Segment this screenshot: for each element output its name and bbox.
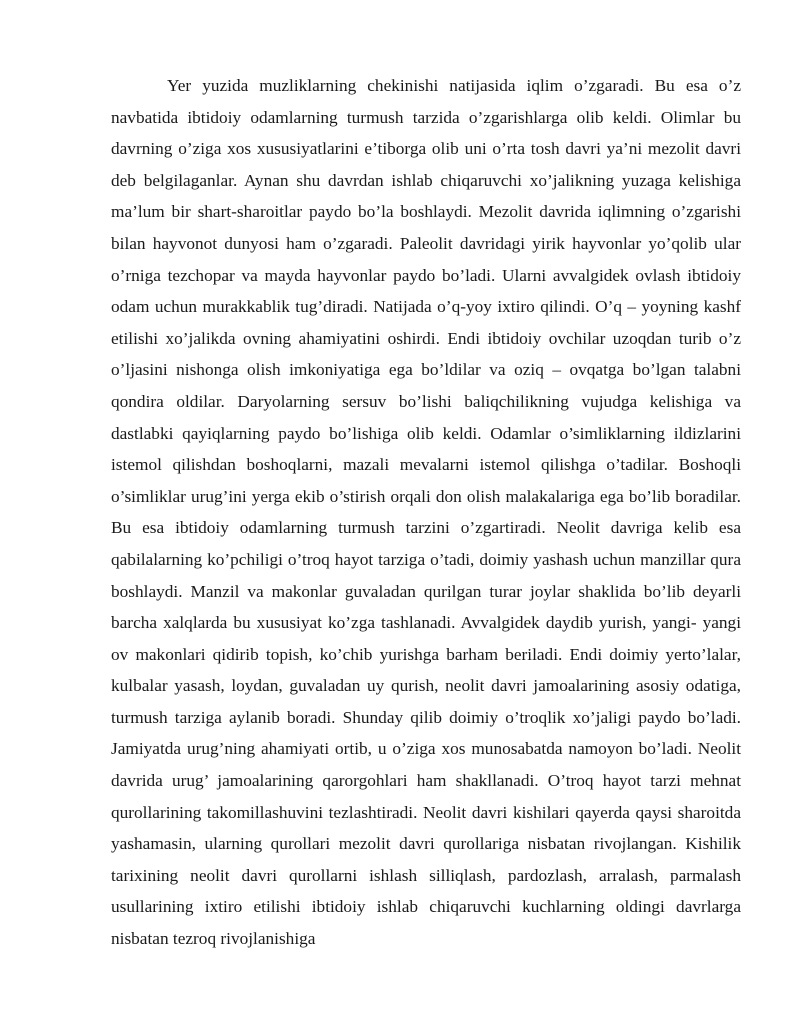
- body-paragraph: Yer yuzida muzliklarning chekinishi natijasida iqlim o’zgaradi. Bu esa o’z navbatida ibtidoiy odamlarning turmush tarzida o’zgarishlarga olib keldi. Olimlar bu davrning o’ziga xos xususiyatlarini e’tiborga olib uni o’rta tosh davri ya’ni mezolit davri deb belgilaganlar. Aynan shu davrdan ishlab chiqaruvchi xo’jalikning yuzaga kelishiga ma’lum bir shart-sharoitlar paydo bo’la boshlaydi. Mezolit davrida iqlimning o’zgarishi bilan hayvonot dunyosi ham o’zgaradi. Paleolit davridagi yirik hayvonlar yo’qolib ular o’rniga tezchopar va mayda hayvonlar paydo bo’ladi. Ularni avvalgidek ovlash ibtidoiy odam uchun murakkablik tug’diradi. Natijada o’q-yoy ixtiro qilindi. O’q – yoyning kashf etilishi xo’jalikda ovning ahamiyatini oshirdi. Endi ibtidoiy ovchilar uzoqdan turib o’z o’ljasini nishonga olish imkoniyatiga ega bo’ldilar va oziq – ovqatga bo’lgan talabni qondira oldilar. Daryolarning sersuv bo’lishi baliqchilikning vujudga kelishiga va dastlabki qayiqlarning paydo bo’lishiga olib keldi. Odamlar o’simliklarning ildizlarini istemol qilishdan boshoqlarni, mazali mevalarni istemol qilishga o’tadilar. Boshoqli o’simliklar urug’ini yerga ekib o’stirish orqali don olish malakalariga ega bo’lib boradilar. Bu esa ibtidoiy odamlarning turmush tarzini o’zgartiradi. Neolit davriga kelib esa qabilalarning ko’pchiligi o’troq hayot tarziga o’tadi, doimiy yashash uchun manzillar qura boshlaydi. Manzil va makonlar guvaladan qurilgan turar joylar shaklida bo’lib deyarli barcha xalqlarda bu xususiyat ko’zga tashlanadi. Avvalgidek daydib yurish, yangi- yangi ov makonlari qidirib topish, ko’chib yurishga barham beriladi. Endi doimiy yerto’lalar, kulbalar yasash, loydan, guvaladan uy qurish, neolit davri jamoalarining asosiy odatiga, turmush tarziga aylanib boradi. Shunday qilib doimiy o’troqlik xo’jaligi paydo bo’ladi. Jamiyatda urug’ning ahamiyati ortib, u o’ziga xos munosabatda namoyon bo’ladi. Neolit davrida urug’ jamoalarining qarorgohlari ham shakllanadi. O’troq hayot tarzi mehnat qurollarining takomillashuvini tezlashtiradi. Neolit davri kishilari qayerda qaysi sharoitda yashamasin, ularning qurollari mezolit davri qurollariga nisbatan rivojlangan. Kishilik tarixining neolit davri qurollarni ishlash silliqlash, pardozlash, arralash, parmalash usullarining ixtiro etilishi ibtidoiy ishlab chiqaruvchi kuchlarning oldingi davrlarga nisbatan tezroq rivojlanishiga: [111, 76, 741, 949]
